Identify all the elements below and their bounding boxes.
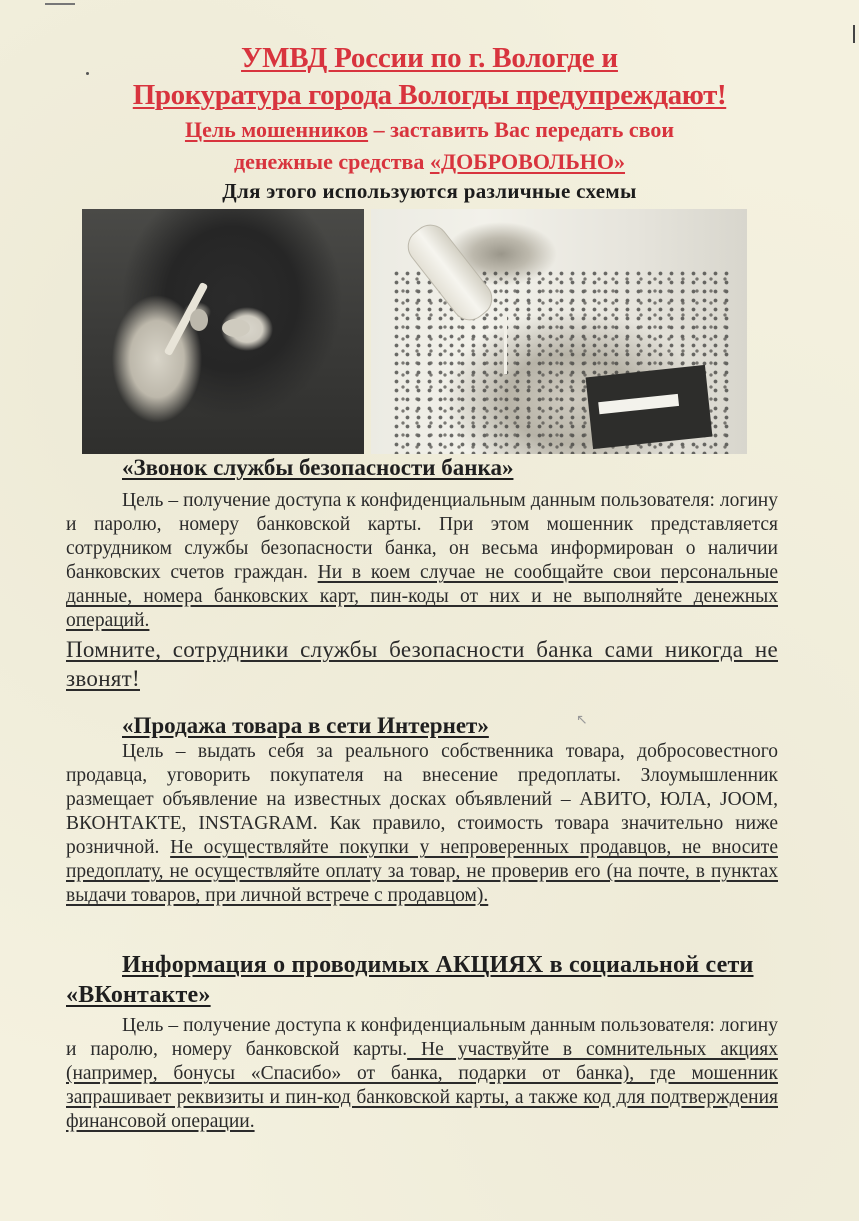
- section-body-text: Цель – получение доступа к конфиденциальным данным пользователя: логину и паролю, номеру банковской карты.: [66, 1015, 778, 1060]
- header-goal-rest: – заставить Вас передать свои: [368, 117, 675, 142]
- header-authority-line: УМВД России по г. Вологде и: [241, 42, 618, 74]
- section-body: [66, 740, 778, 908]
- masked-man-photo: [82, 209, 364, 454]
- section-warning: Помните, сотрудники службы безопасности банка сами никогда не звонят!: [66, 637, 778, 692]
- header-voluntarily-prefix: денежные средства: [233, 149, 430, 174]
- section-bank-security-call: [66, 455, 778, 693]
- section-advice: Не участвуйте в сомнительных акциях (например, бонусы «Спасибо» от банка, подарки от банка), где мошенник запрашивает реквизиты и пин-код банковской карты, а также код для подтверждения финансовой операции.: [66, 1039, 778, 1132]
- scan-mark: [45, 3, 75, 5]
- illustration-photos: [82, 209, 762, 454]
- section-title: «Звонок службы безопасности банка»: [122, 455, 514, 480]
- section-title: «Продажа товара в сети Интернет»: [122, 713, 489, 738]
- phone-cord-shape: [504, 314, 507, 374]
- section-body: [66, 1014, 778, 1134]
- cursor-mark-icon: ↖: [576, 712, 588, 728]
- header-goal-underlined: Цель мошенников: [184, 117, 369, 142]
- section-body: [66, 489, 778, 633]
- flyer-header: [0, 40, 859, 202]
- section-internet-sales: [66, 713, 778, 908]
- section-body-text: Цель – получение доступа к конфиденциальным данным пользователя: логину и паролю, номеру банковской карты. При этом мошенник представляется сотрудником службы безопасности банка, он весьма информирован о наличии банковских счетов граждан.: [66, 490, 778, 584]
- header-schemes-line: Для этого используются различные схемы: [222, 179, 637, 203]
- bank-card-stripe: [598, 394, 679, 414]
- section-advice: Не осуществляйте покупки у непроверенных продавцов, не вносите предоплату, не осуществляйте оплату за товар, не проверив его (на почте, в пунктах выдачи товаров, при личной встрече с продавцом).: [66, 837, 778, 907]
- section-vk-promotions: [66, 950, 778, 1134]
- header-voluntarily-word: «ДОБРОВОЛЬНО»: [429, 149, 626, 174]
- section-advice: Ни в коем случае не сообщайте свои персональные данные, номера банковских карт, пин-коды от них и не выполняйте денежных операций.: [66, 562, 778, 632]
- mask-eye-shape: [190, 309, 208, 331]
- section-body-text: Цель – выдать себя за реального собственника товара, добросовестного продавца, уговорить покупателя на внесение предоплаты. Злоумышленник размещает объявление на известных досках объявлений – АВИТО, ЮЛА, JOOM, ВКОНТАКТЕ, INSTAGRAM. Как правило, стоимость товара значительно ниже розничной.: [66, 741, 778, 859]
- section-title: Информация о проводимых АКЦИЯХ в социальной сети «ВКонтакте»: [66, 952, 754, 1008]
- header-voluntarily-line: [0, 151, 859, 173]
- bank-card-shape: [586, 365, 713, 449]
- mask-eye-shape: [222, 319, 250, 337]
- header-goal-line: [0, 119, 859, 141]
- header-warning-line: Прокуратура города Вологды предупреждают!: [132, 79, 727, 111]
- elderly-woman-photo: [371, 209, 747, 454]
